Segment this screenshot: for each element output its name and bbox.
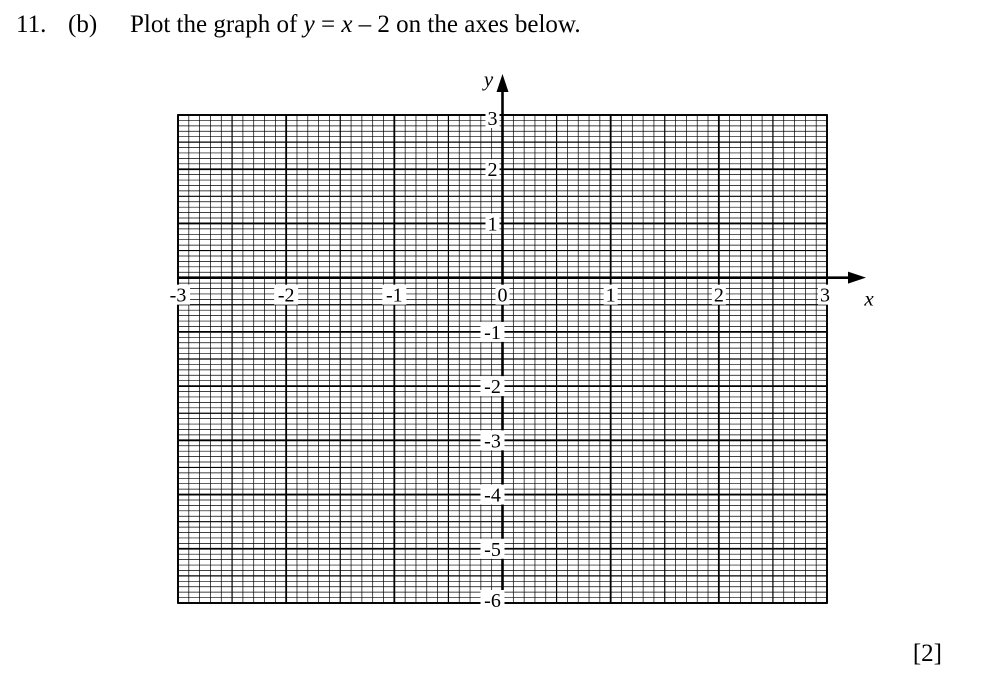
y-tick-label: -6 <box>484 590 501 612</box>
y-tick-label: 1 <box>487 213 498 236</box>
y-tick-label: -3 <box>484 430 501 453</box>
x-axis-name: x <box>864 286 874 311</box>
y-axis-arrow-icon <box>497 74 509 92</box>
x-tick-label: 3 <box>820 284 830 307</box>
x-tick-label: 1 <box>605 284 616 307</box>
y-axis-name: y <box>483 67 494 91</box>
prompt-equals: = <box>314 11 342 38</box>
marks-allocation: [2] <box>912 640 942 667</box>
x-tick-label: 0 <box>497 284 508 307</box>
y-tick-label: -2 <box>484 376 501 399</box>
y-tick-label: 2 <box>487 159 498 182</box>
prompt-text-after: – 2 on the axes below. <box>352 11 581 38</box>
y-tick-label: -1 <box>484 321 501 344</box>
x-tick-label: -3 <box>169 284 187 307</box>
y-tick-label: -5 <box>484 538 501 561</box>
x-tick-label: -1 <box>385 284 403 307</box>
prompt-variable-y: y <box>303 11 315 38</box>
prompt-text-before: Plot the graph of <box>130 11 304 38</box>
y-tick-label: 3 <box>487 108 498 130</box>
x-axis-arrow-icon <box>848 272 866 284</box>
axes <box>178 74 866 603</box>
y-tick-label: -4 <box>484 484 501 507</box>
tick-labels <box>166 67 874 612</box>
x-tick-label: 2 <box>713 284 724 307</box>
prompt-variable-x: x <box>341 11 353 38</box>
x-tick-label: -2 <box>277 284 295 307</box>
question-part: (b) <box>68 11 98 38</box>
question-number: 11. <box>16 11 47 38</box>
